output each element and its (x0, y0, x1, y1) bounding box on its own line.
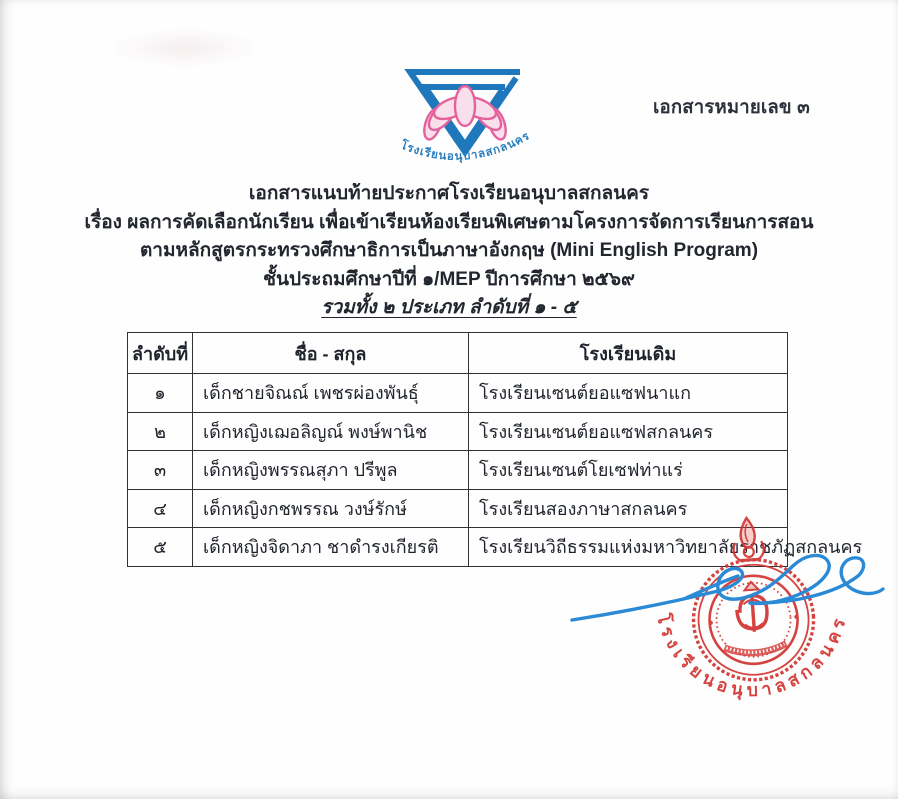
header-cell-school: โรงเรียนเดิม (469, 333, 788, 374)
cell-name: เด็กหญิงพรรณสุภา ปรีพูล (193, 451, 469, 490)
table-row (128, 412, 788, 451)
cell-number: ๕ (128, 528, 193, 567)
cell-school: โรงเรียนเซนต์ยอแซฟสกลนคร (469, 412, 788, 451)
table-header-row (128, 333, 788, 374)
cell-name: เด็กหญิงกชพรรณ วงษ์รักษ์ (193, 489, 469, 528)
cell-number: ๒ (128, 412, 193, 451)
header-cell-number: ลำดับที่ (128, 333, 193, 374)
school-logo-graphic (392, 62, 538, 174)
cell-school: โรงเรียนเซนต์โยเซฟท่าแร่ (469, 451, 788, 490)
title-line-1: เอกสารแนบท้ายประกาศโรงเรียนอนุบาลสกลนคร (248, 183, 650, 204)
school-logo (392, 62, 538, 174)
signature-icon (568, 546, 890, 626)
table-row (128, 451, 788, 490)
title-line-5: รวมทั้ง ๒ ประเภท ลำดับที่ ๑ - ๕ (321, 297, 577, 318)
scan-smudge (110, 28, 260, 68)
cell-school: โรงเรียนวิถีธรรมแห่งมหาวิทยาลัยราชภัฏสกลนคร (469, 528, 788, 567)
title-line-4: ชั้นประถมศึกษาปีที่ ๑/MEP ปีการศึกษา ๒๕๖๙ (263, 268, 635, 290)
cell-number: ๑ (128, 374, 193, 413)
cell-name: เด็กหญิงเฌอลิญณ์ พงษ์พานิช (193, 412, 469, 451)
cell-name: เด็กหญิงจิดาภา ชาดำรงเกียรติ (193, 528, 469, 567)
title-block (0, 180, 898, 323)
cell-school: โรงเรียนเซนต์ยอแซฟนาแก (469, 374, 788, 413)
document-number: เอกสารหมายเลข ๓ (653, 96, 810, 117)
cell-number: ๔ (128, 489, 193, 528)
title-line-3: ตามหลักสูตรกระทรวงศึกษาธิการเป็นภาษาอังกฤษ (Mini English Program) (139, 240, 759, 261)
stamp-school-name: โรงเรียนอนุบาลสกลนคร (653, 611, 850, 701)
logo-school-name: โรงเรียนอนุบาลสกลนคร (398, 130, 532, 163)
cell-name: เด็กชายจิณณ์ เพชรผ่องพันธุ์ (193, 374, 469, 413)
cell-school: โรงเรียนสองภาษาสกลนคร (469, 489, 788, 528)
title-line-2: เรื่อง ผลการคัดเลือกนักเรียน เพื่อเข้าเรียนห้องเรียนพิเศษตามโครงการจัดการเรียนการสอน (84, 211, 814, 233)
header-cell-name: ชื่อ - สกุล (193, 333, 469, 374)
cell-number: ๓ (128, 451, 193, 490)
table-row (128, 374, 788, 413)
